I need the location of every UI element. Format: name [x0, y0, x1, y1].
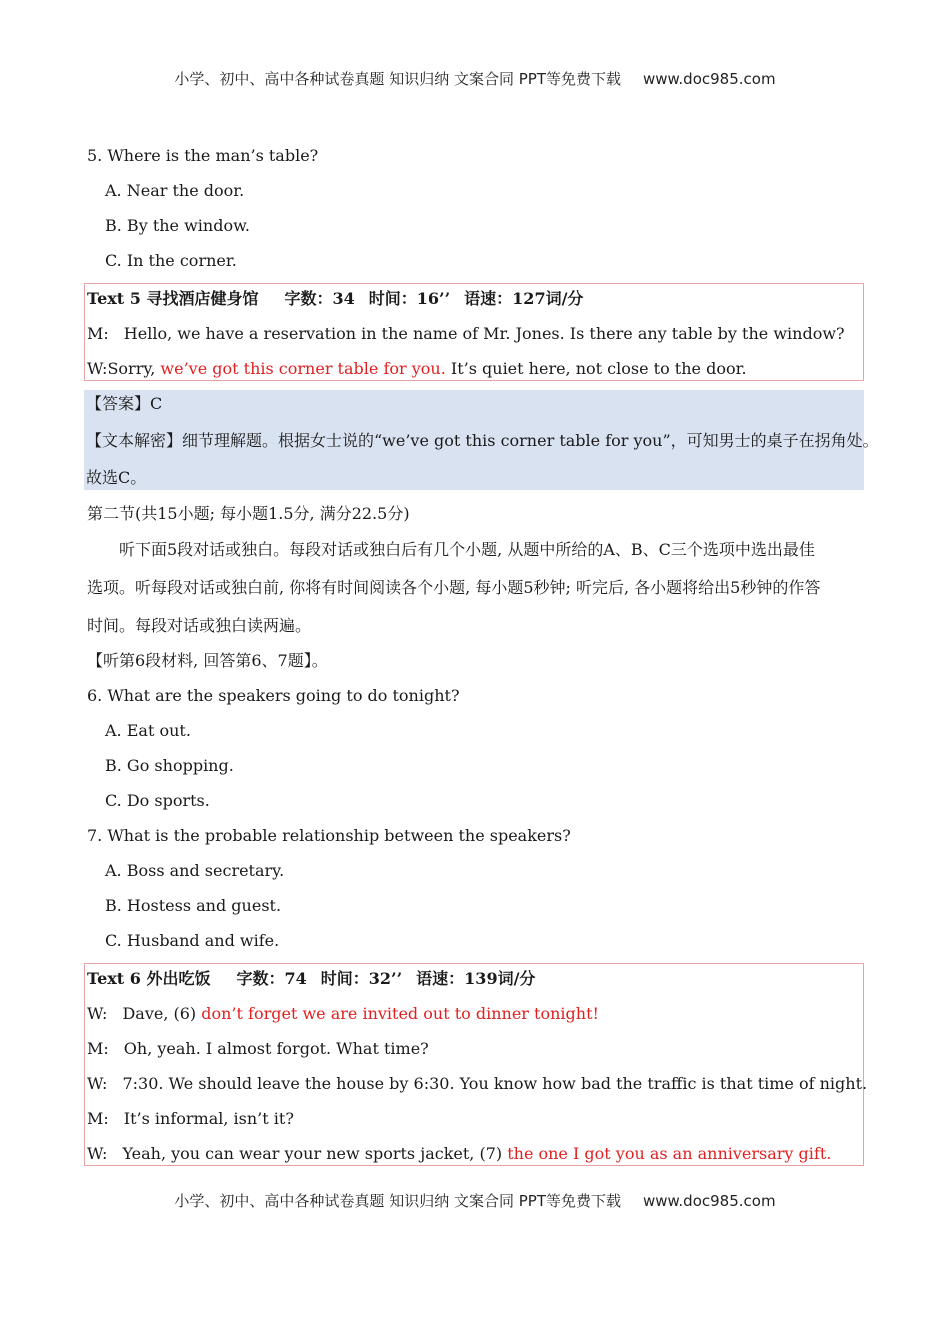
text6-time: 时间：32’’ [320, 969, 403, 988]
q6-option-a: A. Eat out. [105, 721, 191, 740]
text5-wordcount: 字数：34 [284, 289, 355, 308]
answer-line: 【答案】C [86, 394, 163, 413]
text6-line2 [87, 1039, 429, 1059]
text6-box [84, 963, 868, 1166]
highlighted-answer: don’t forget we are invited out to dinner tonight! [201, 1004, 599, 1023]
answer-block [84, 390, 879, 490]
header-url[interactable]: www.doc985.com [642, 70, 776, 88]
text5-box [84, 283, 864, 381]
dialogue-text: It’s informal, isn’t it? [123, 1109, 294, 1128]
highlighted-answer: the one I got you as an anniversary gift. [507, 1144, 832, 1163]
explanation-line: 【文本解密】细节理解题。根据女士说的“we’ve got this corner table for you”，可知男士的桌子在拐角处。 [86, 431, 879, 450]
q6-question: 6. What are the speakers going to do tonight? [87, 686, 460, 705]
page-footer [0, 1190, 950, 1211]
section2-heading: 第二节(共15小题; 每小题1.5分, 满分22.5分) [87, 504, 410, 523]
text5-speed: 语速：127词/分 [464, 289, 584, 308]
conclusion-line: 故选C。 [86, 468, 147, 487]
speaker: M: [87, 1039, 109, 1058]
footer-url[interactable]: www.doc985.com [642, 1192, 776, 1210]
dialogue-text: Yeah, you can wear your new sports jacket, (7) [122, 1144, 508, 1163]
q7-option-b: B. Hostess and guest. [105, 896, 282, 915]
dialogue-text: It’s quiet here, not close to the door. [445, 359, 747, 378]
highlighted-answer: we’ve got this corner table for you. [160, 359, 446, 378]
section2-para3: 时间。每段对话或独白读两遍。 [87, 616, 312, 635]
dialogue-text: Hello, we have a reservation in the name of Mr. Jones. Is there any table by the window? [123, 324, 845, 343]
section2-instruction: 【听第6段材料, 回答第6、7题】。 [87, 651, 328, 670]
footer-text: 小学、初中、高中各种试卷真题 知识归纳 文案合同 PPT等免费下载 [174, 1192, 621, 1210]
text6-wordcount: 字数：74 [236, 969, 307, 988]
text5-line2 [87, 359, 747, 379]
q7-option-c: C. Husband and wife. [105, 931, 280, 950]
speaker: W: [87, 1074, 108, 1093]
text6-line3 [87, 1074, 867, 1094]
speaker: M: [87, 1109, 109, 1128]
text5-time: 时间：16’’ [368, 289, 451, 308]
q5-question: 5. Where is the man’s table? [87, 146, 319, 165]
q7-question: 7. What is the probable relationship between the speakers? [87, 826, 571, 845]
q5-option-b: B. By the window. [105, 216, 250, 235]
q5-option-c: C. In the corner. [105, 251, 237, 270]
page-header [0, 68, 950, 89]
dialogue-prefix: W:Sorry, [87, 359, 161, 378]
text6-line4 [87, 1109, 294, 1129]
q7-option-a: A. Boss and secretary. [105, 861, 285, 880]
text5-title-row [87, 289, 583, 309]
dialogue-text: Oh, yeah. I almost forgot. What time? [123, 1039, 429, 1058]
speaker: M: [87, 324, 109, 343]
q5-option-a: A. Near the door. [105, 181, 245, 200]
text5-title: Text 5 寻找酒店健身馆 [87, 289, 259, 308]
speaker: W: [87, 1004, 108, 1023]
q6-option-b: B. Go shopping. [105, 756, 234, 775]
text6-line1 [87, 1004, 599, 1024]
header-text: 小学、初中、高中各种试卷真题 知识归纳 文案合同 PPT等免费下载 [174, 70, 621, 88]
section2-para1: 听下面5段对话或独白。每段对话或独白后有几个小题, 从题中所给的A、B、C三个选项中选出最佳 [119, 540, 815, 559]
dialogue-text: 7:30. We should leave the house by 6:30. You know how bad the traffic is that time of night. [122, 1074, 868, 1093]
text6-speed: 语速：139词/分 [416, 969, 536, 988]
dialogue-text: Dave, (6) [122, 1004, 202, 1023]
text6-title-row [87, 969, 535, 989]
text6-title: Text 6 外出吃饭 [87, 969, 211, 988]
text5-line1 [87, 324, 845, 344]
section2-para2: 选项。听每段对话或独白前, 你将有时间阅读各个小题, 每小题5秒钟; 听完后, 各小题将给出5秒钟的作答 [87, 578, 821, 597]
speaker: W: [87, 1144, 108, 1163]
q6-option-c: C. Do sports. [105, 791, 210, 810]
text6-line5 [87, 1144, 831, 1164]
